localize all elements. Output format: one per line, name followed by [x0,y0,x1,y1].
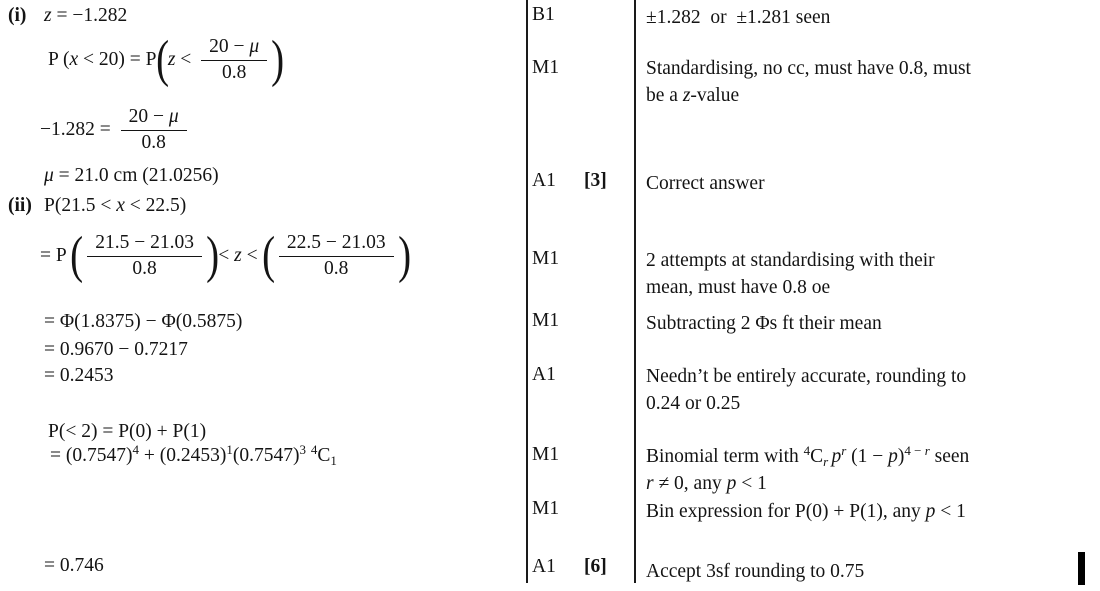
working-line-subtraction: = 0.9670 − 0.7217 [44,339,188,360]
fraction-denominator: 0.8 [222,62,247,83]
working-line-solve-mu [40,106,192,154]
working-line-z-value: z = −1.282 [44,5,128,26]
comment-accuracy: Needn’t be entirely accurate, rounding to 0.24 or 0.25 [646,366,967,414]
comment-b1-seen: ±1.282 or ±1.281 seen [646,7,831,28]
expression-prefix: P (x < 20) = P [48,49,157,70]
mark-code: M1 [532,248,560,269]
fraction-denominator: 0.8 [132,258,157,279]
working-line-standardise [48,31,285,88]
comment-bin-expression: Bin expression for P(0) + P(1), any p < 1 [646,501,966,522]
divider-marks-comments [634,0,636,583]
fraction-numerator: 21.5 − 21.03 [87,232,202,257]
fraction [87,232,202,280]
expression-middle: < z < [218,245,263,266]
working-line-phi: = Φ(1.8375) − Φ(0.5875) [44,311,243,332]
part-ii-label: (ii) [8,195,32,216]
fraction-denominator: 0.8 [141,132,166,153]
expression-prefix: −1.282 = [40,119,116,140]
open-paren: ( [155,31,169,88]
working-line-binomial-expansion: = $(0.7547)^4 + (0.2453)^1(0.7547)^3$ $^4C_1$ [50,442,337,468]
mark-code: A1 [532,170,556,191]
mark-total: [6] [584,556,607,577]
expression-inner: z < [167,49,197,70]
working-line-result: = 0.2453 [44,365,114,386]
fraction [121,106,187,154]
mark-code: A1 [532,364,556,385]
comment-two-attempts: 2 attempts at standardising with their mean, must have 0.8 oe [646,250,935,298]
open-paren: ( [70,227,84,284]
fraction-numerator: 20 − μ [121,106,187,131]
fraction [201,36,267,84]
divider-working-marks [526,0,528,583]
mark-code: B1 [532,4,555,25]
mark-code: M1 [532,310,560,331]
working-line-double-standardise [40,227,411,284]
comment-correct-answer: Correct answer [646,173,765,194]
working-line-binomial-setup: P(< 2) = P(0) + P(1) [48,421,207,442]
mark-code: A1 [532,556,556,577]
scan-artifact-bar [1078,552,1085,585]
fraction [279,232,394,280]
fraction-numerator: 20 − μ [201,36,267,61]
comment-accept-3sf: Accept 3sf rounding to 0.75 [646,561,865,582]
close-paren: ) [206,227,220,284]
mark-code: M1 [532,498,560,519]
comment-binomial-term: Binomial term with $^4C_r$ $p^r$ $(1 - p)^{4 -}$ $^r$ seen r ≠ 0, any p < 1 [646,443,970,494]
close-paren: ) [271,31,285,88]
open-paren: ( [261,227,275,284]
working-line-probability: P(21.5 < x < 22.5) [44,195,187,216]
comment-standardising: Standardising, no cc, must have 0.8, must be a z-value [646,58,971,106]
part-i-label: (i) [8,5,27,26]
mark-code: M1 [532,444,560,465]
close-paren: ) [397,227,411,284]
mark-code: M1 [532,57,560,78]
working-line-mu-answer: μ = 21.0 cm (21.0256) [44,165,219,186]
fraction-denominator: 0.8 [324,258,349,279]
fraction-numerator: 22.5 − 21.03 [279,232,394,257]
working-line-final-answer: = 0.746 [44,555,104,576]
mark-total: [3] [584,170,607,191]
expression-prefix: = P [40,245,71,266]
comment-subtracting-phis: Subtracting 2 Φs ft their mean [646,313,882,334]
